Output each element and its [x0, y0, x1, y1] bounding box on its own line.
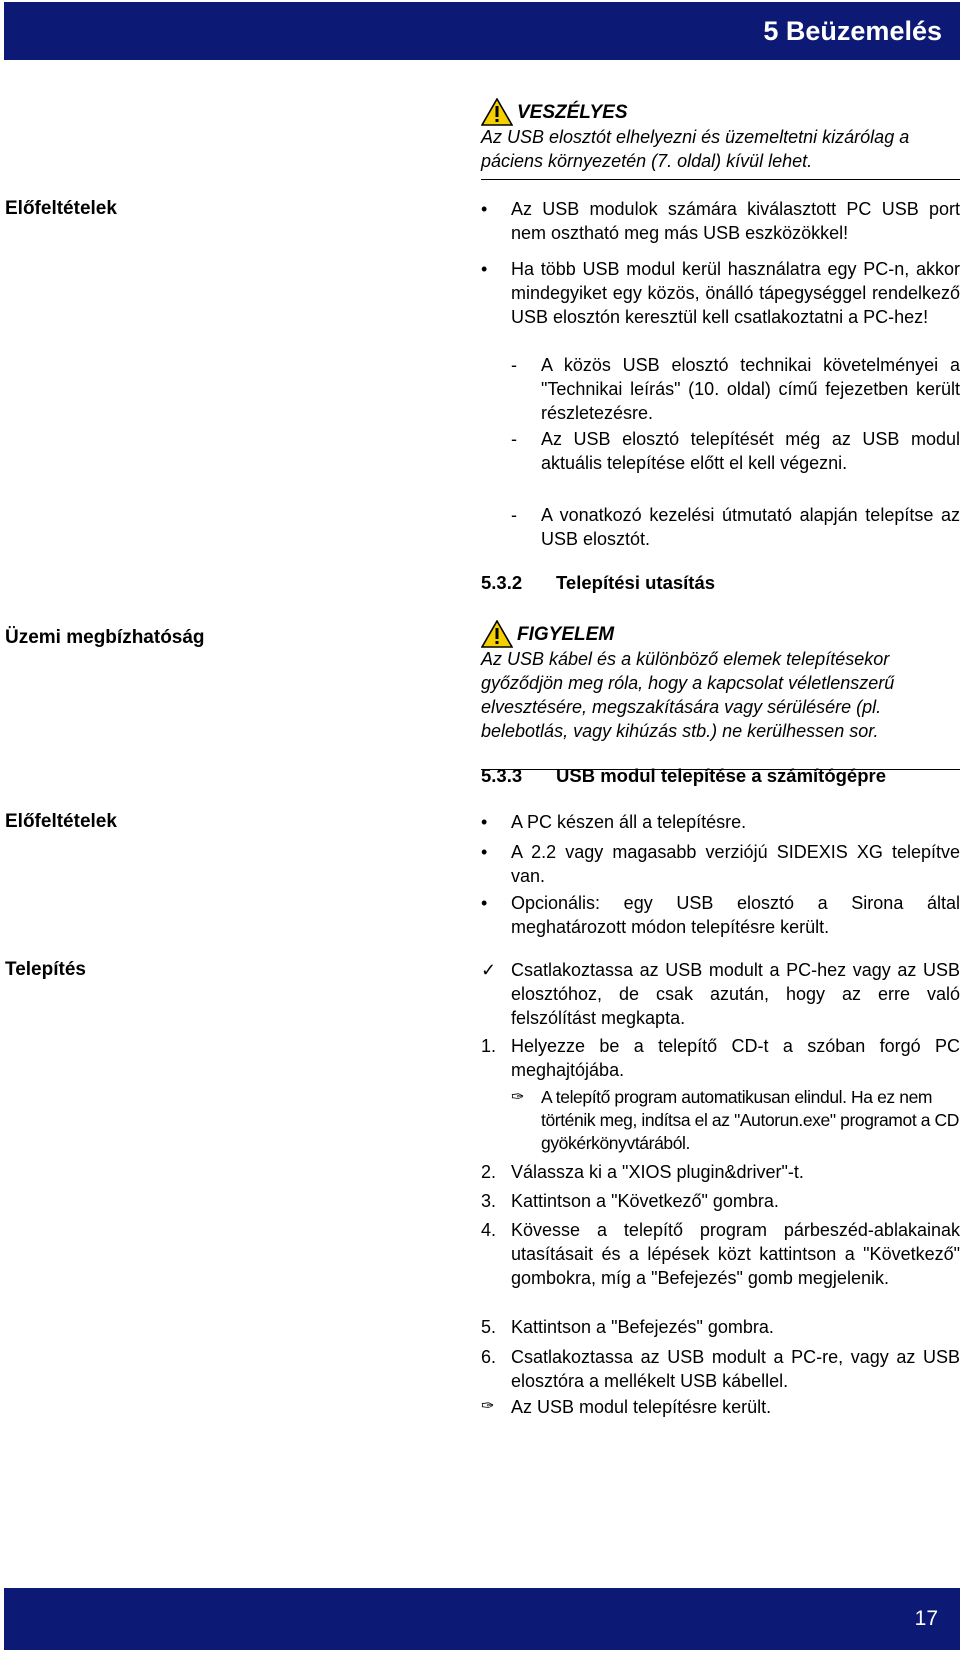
prereq-label: Előfeltételek	[5, 811, 117, 832]
list-item-text: Opcionális: egy USB elosztó a Sirona által meghatározott módon telepítésre került.	[511, 893, 960, 937]
prereq-label: Előfeltételek	[5, 198, 117, 219]
step-text: Kövesse a telepítő program párbeszéd-ablakainak utasításait és a lépések közt kattintson a "Következő" gombokra, míg a "Befejezés" gomb megjelenik.	[511, 1220, 960, 1288]
list-item	[481, 197, 960, 245]
bullet-icon: •	[481, 893, 488, 913]
dash-item-text: Az USB elosztó telepítését még az USB modul aktuális telepítése előtt el kell végezni.	[541, 429, 960, 473]
install-label: Telepítés	[5, 959, 86, 980]
step-number: 6.	[481, 1347, 497, 1367]
step-text: Kattintson a "Következő" gombra.	[511, 1191, 779, 1211]
dash-marker: -	[511, 505, 517, 525]
bullet-icon: •	[481, 199, 488, 219]
warning-text: Az USB elosztót elhelyezni és üzemeltetni kizárólag a páciens környezetén (7. oldal) kívül lehet.	[481, 127, 910, 171]
result-arrow-icon: ✑	[481, 1398, 495, 1415]
list-item	[481, 257, 960, 329]
list-item-text: A 2.2 vagy magasabb verziójú SIDEXIS XG telepítve van.	[511, 842, 960, 886]
step-number: 1.	[481, 1036, 497, 1056]
list-item-text: Ha több USB modul kerül használatra egy PC-n, akkor mindegyiket egy közös, önálló tápegységgel rendelkező USB elosztón keresztül kell csatlakoztatni a PC-hez!	[511, 259, 960, 327]
attention-warning	[481, 623, 960, 770]
warning-title: FIGYELEM	[517, 624, 615, 645]
result-text: A telepítő program automatikusan elindul. Ha ez nem történik meg, indítsa el az "Autorun.exe" programot a CD gyökérkönyvtárából.	[541, 1087, 960, 1153]
result-text: Az USB modul telepítésre került.	[511, 1397, 772, 1417]
section-number: 5.3.2	[481, 572, 523, 593]
warning-title: VESZÉLYES	[517, 102, 628, 123]
dash-item	[511, 503, 960, 551]
step-text: Kattintson a "Befejezés" gombra.	[511, 1317, 774, 1337]
result-item	[511, 1086, 960, 1155]
step-number: 3.	[481, 1191, 497, 1211]
danger-warning	[481, 101, 960, 180]
step-item	[481, 1218, 960, 1290]
step-text: Válassza ki a "XIOS plugin&driver"-t.	[511, 1162, 804, 1182]
step-text: Helyezze be a telepítő CD-t a szóban forgó PC meghajtójába.	[511, 1036, 960, 1080]
dash-item	[511, 353, 960, 425]
bullet-icon: •	[481, 842, 488, 862]
dash-item	[511, 427, 960, 475]
checkmark-icon: ✓	[481, 960, 497, 980]
step-item	[481, 1315, 960, 1339]
page-number: 17	[914, 1607, 938, 1630]
bullet-icon: •	[481, 259, 488, 279]
section-number: 5.3.3	[481, 765, 523, 786]
chapter-title: 5 Beüzemelés	[763, 16, 942, 46]
step-number: 2.	[481, 1162, 497, 1182]
dash-marker: -	[511, 355, 517, 375]
result-arrow-icon: ✑	[511, 1089, 525, 1106]
step-number: 4.	[481, 1220, 497, 1240]
warning-triangle-icon	[481, 98, 513, 126]
step-item	[481, 1189, 960, 1213]
final-result	[481, 1395, 960, 1419]
step-item	[481, 1160, 960, 1184]
section-title: USB modul telepítése a számítógépre	[556, 765, 887, 786]
bullet-icon: •	[481, 812, 488, 832]
section-heading	[481, 764, 886, 788]
warning-triangle-icon	[481, 620, 513, 648]
list-item-text: Az USB modulok számára kiválasztott PC USB port nem osztható meg más USB eszközökkel!	[511, 199, 960, 243]
section-heading	[481, 571, 715, 595]
list-item	[481, 810, 960, 834]
dash-item-text: A vonatkozó kezelési útmutató alapján telepítse az USB elosztót.	[541, 505, 960, 549]
step-number: 5.	[481, 1317, 497, 1337]
reliability-label: Üzemi megbízhatóság	[5, 627, 205, 648]
dash-marker: -	[511, 429, 517, 449]
list-item-text: A PC készen áll a telepítésre.	[511, 812, 747, 832]
header-bar	[4, 2, 960, 60]
dash-item-text: A közös USB elosztó technikai követelményei a "Technikai leírás" (10. oldal) című fejezetben került részletezésre.	[541, 355, 960, 423]
list-item	[481, 840, 960, 888]
check-item-text: Csatlakoztassa az USB modult a PC-hez vagy az USB elosztóhoz, de csak azután, hogy az erre való felszólítást megkapta.	[511, 960, 960, 1028]
step-item	[481, 1345, 960, 1393]
step-item	[481, 1034, 960, 1082]
section-title: Telepítési utasítás	[556, 572, 716, 593]
list-item	[481, 891, 960, 939]
footer-bar	[4, 1588, 960, 1650]
warning-text: Az USB kábel és a különböző elemek telepítésekor győződjön meg róla, hogy a kapcsolat véletlenszerű elvesztésére, megszakítására vagy sérülésére (pl. belebotlás, vagy kihúzás stb.) ne kerülhessen sor.	[481, 649, 895, 741]
step-text: Csatlakoztassa az USB modult a PC-re, vagy az USB elosztóra a mellékelt USB kábellel.	[511, 1347, 960, 1391]
check-item	[481, 958, 960, 1030]
